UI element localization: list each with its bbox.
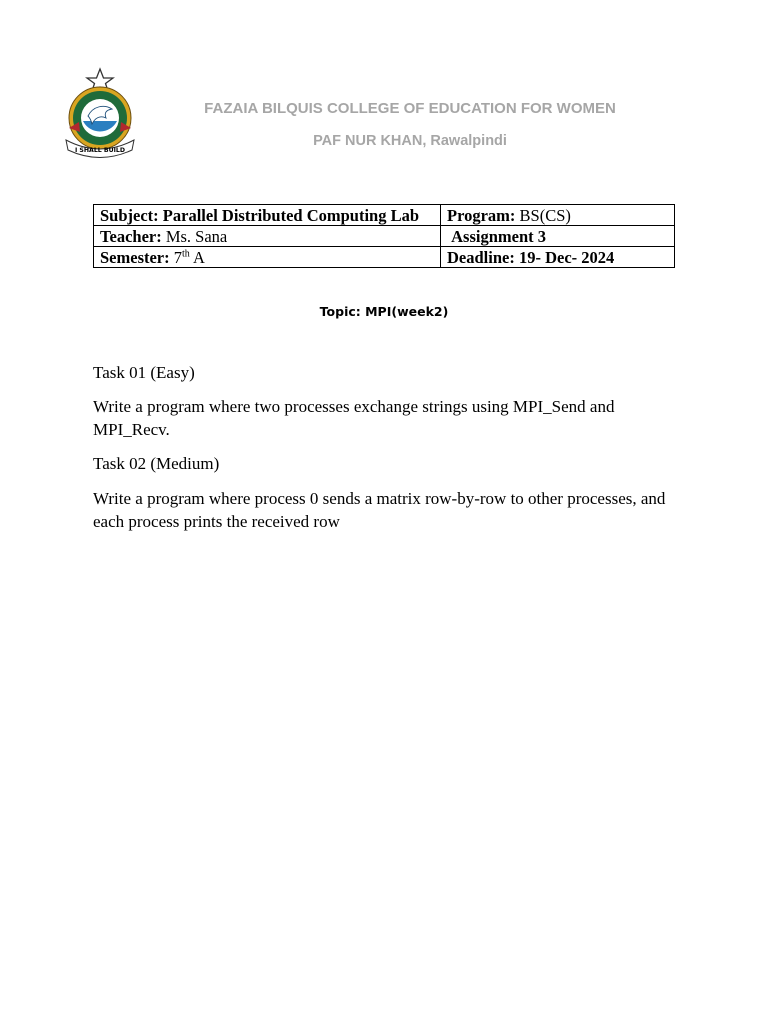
subject-value: Parallel Distributed Computing Lab: [162, 206, 420, 225]
table-row: [94, 226, 675, 247]
table-row: [94, 205, 675, 226]
college-crest-icon: [60, 66, 140, 158]
program-label: Program:: [447, 206, 516, 225]
task-1-description: Write a program where two processes exchange strings using MPI_Send and MPI_Recv.: [93, 397, 615, 439]
motto-text: I SHALL BUILD: [74, 147, 126, 154]
task-1-title: Task 01 (Easy): [93, 363, 195, 382]
subject-label: Subject:: [100, 206, 159, 225]
assignment-info-table: [93, 204, 675, 268]
semester-number: 7: [173, 248, 183, 267]
subject-cell: [94, 205, 441, 226]
assignment-number: Assignment 3: [451, 227, 547, 246]
teacher-label: Teacher:: [100, 227, 162, 246]
college-name: FAZAIA BILQUIS COLLEGE OF EDUCATION FOR WOMEN: [204, 100, 616, 117]
program-value: BS(CS): [519, 206, 571, 225]
semester-cell: [94, 247, 441, 268]
task-2-description: Write a program where process 0 sends a matrix row-by-row to other processes, and each process prints the received row: [93, 489, 666, 531]
semester-label: Semester:: [100, 248, 170, 267]
deadline: Deadline: 19- Dec- 2024: [447, 248, 615, 267]
topic-heading: Topic: MPI(week2): [319, 304, 449, 319]
semester-suffix: th: [182, 248, 190, 260]
task-2-title: Task 02 (Medium): [93, 454, 220, 473]
teacher-value: Ms. Sana: [165, 227, 228, 246]
table-row: [94, 247, 675, 268]
program-cell: [441, 205, 675, 226]
teacher-cell: [94, 226, 441, 247]
deadline-cell: [441, 247, 675, 268]
college-location: PAF NUR KHAN, Rawalpindi: [313, 133, 507, 149]
assignment-cell: [441, 226, 675, 247]
semester-section: A: [193, 248, 205, 267]
college-logo: [60, 66, 140, 158]
